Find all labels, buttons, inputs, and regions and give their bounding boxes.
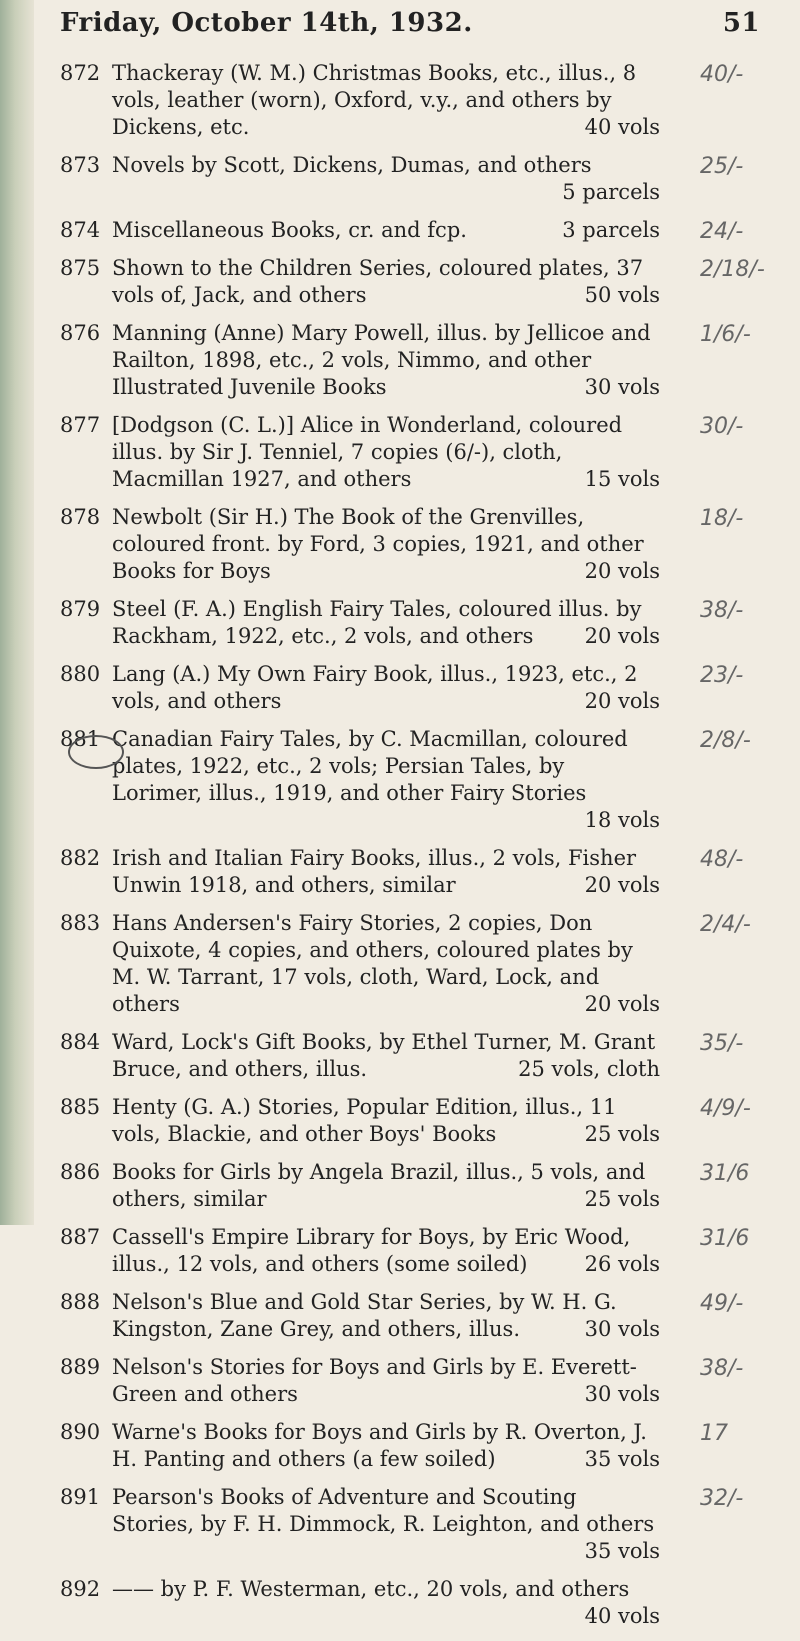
lot-entry <box>60 1576 660 1630</box>
handwritten-price: 2/4/- <box>700 912 751 937</box>
lot-number: 889 <box>60 1355 101 1379</box>
lot-entry <box>60 1029 660 1083</box>
lot-number: 877 <box>60 413 101 437</box>
lot-number: 888 <box>60 1290 101 1314</box>
lot-description: Lang (A.) My Own Fairy Book, illus., 1923, etc., 2 vols, and others <box>112 662 638 713</box>
lot-entry <box>60 504 660 585</box>
lot-entry <box>60 152 660 206</box>
lot-number: 892 <box>60 1577 101 1601</box>
lot-number: 890 <box>60 1420 101 1444</box>
lot-number: 885 <box>60 1095 101 1119</box>
lot-quantity: 25 vols <box>584 1187 660 1211</box>
lot-entry <box>60 320 660 401</box>
lot-list <box>60 60 660 1641</box>
lot-number: 875 <box>60 256 101 280</box>
lot-description: Cassell's Empire Library for Boys, by Eric Wood, illus., 12 vols, and others (some soiled) <box>112 1225 631 1276</box>
lot-quantity: 20 vols <box>584 689 660 713</box>
lot-quantity: 50 vols <box>584 283 660 307</box>
lot-quantity: 25 vols, cloth <box>518 1057 660 1081</box>
lot-quantity: 20 vols <box>584 992 660 1016</box>
lot-quantity: 30 vols <box>584 375 660 399</box>
handwritten-price: 49/- <box>700 1291 744 1316</box>
lot-number: 881 <box>60 727 101 751</box>
header-date: Friday, October 14th, 1932. <box>60 8 473 38</box>
handwritten-circle-mark <box>68 735 124 769</box>
handwritten-price: 1/6/- <box>700 322 751 347</box>
lot-entry <box>60 1224 660 1278</box>
lot-entry <box>60 1289 660 1343</box>
lot-description: Miscellaneous Books, cr. and fcp. <box>112 218 467 242</box>
lot-description: Irish and Italian Fairy Books, illus., 2 vols, Fisher Unwin 1918, and others, similar <box>112 846 637 897</box>
lot-description: Novels by Scott, Dickens, Dumas, and others <box>112 153 592 177</box>
lot-quantity: 35 vols <box>584 1447 660 1471</box>
lot-quantity: 20 vols <box>584 873 660 897</box>
handwritten-price: 38/- <box>700 1356 744 1381</box>
handwritten-price: 23/- <box>700 663 744 688</box>
lot-description: Henty (G. A.) Stories, Popular Edition, illus., 11 vols, Blackie, and other Boys' Books <box>112 1095 617 1146</box>
lot-description: Books for Girls by Angela Brazil, illus., 5 vols, and others, similar <box>112 1160 646 1211</box>
lot-quantity: 15 vols <box>584 467 660 491</box>
lot-description: Thackeray (W. M.) Christmas Books, etc., illus., 8 vols, leather (worn), Oxford, v.y., and others by Dickens, etc. <box>112 61 637 139</box>
handwritten-price: 30/- <box>700 414 744 439</box>
lot-quantity: 26 vols <box>584 1252 660 1276</box>
lot-number: 884 <box>60 1030 101 1054</box>
lot-entry <box>60 845 660 899</box>
handwritten-price: 2/8/- <box>700 728 751 753</box>
lot-quantity: 25 vols <box>584 1122 660 1146</box>
lot-description: Steel (F. A.) English Fairy Tales, coloured illus. by Rackham, 1922, etc., 2 vols, and others <box>112 597 642 648</box>
page-spine-shadow <box>0 0 34 1225</box>
lot-quantity: 40 vols <box>584 1604 660 1628</box>
lot-number: 874 <box>60 218 101 242</box>
lot-quantity: 3 parcels <box>562 218 660 242</box>
lot-number: 878 <box>60 505 101 529</box>
handwritten-price: 2/18/- <box>700 257 765 282</box>
lot-entry <box>60 255 660 309</box>
lot-number: 883 <box>60 911 101 935</box>
lot-number: 872 <box>60 61 101 85</box>
handwritten-price: 48/- <box>700 847 744 872</box>
lot-number: 882 <box>60 846 101 870</box>
lot-description: Nelson's Blue and Gold Star Series, by W. H. G. Kingston, Zane Grey, and others, illus. <box>112 1290 617 1341</box>
page-header <box>60 8 760 38</box>
lot-description: —— by P. F. Westerman, etc., 20 vols, and others <box>112 1577 630 1601</box>
lot-quantity: 20 vols <box>584 624 660 648</box>
lot-description: Ward, Lock's Gift Books, by Ethel Turner, M. Grant Bruce, and others, illus. <box>112 1030 656 1081</box>
lot-quantity: 5 parcels <box>562 180 660 204</box>
lot-description: Newbolt (Sir H.) The Book of the Grenvilles, coloured front. by Ford, 3 copies, 1921, and other Books for Boys <box>112 505 644 583</box>
handwritten-price: 38/- <box>700 598 744 623</box>
lot-entry <box>60 726 660 834</box>
lot-description: Manning (Anne) Mary Powell, illus. by Jellicoe and Railton, 1898, etc., 2 vols, Nimmo, and other Illustrated Juvenile Books <box>112 321 651 399</box>
page-number: 51 <box>722 8 760 38</box>
lot-quantity: 30 vols <box>584 1317 660 1341</box>
handwritten-price: 31/6 <box>700 1161 750 1186</box>
lot-number: 876 <box>60 321 101 345</box>
lot-description: Shown to the Children Series, coloured plates, 37 vols of, Jack, and others <box>112 256 644 307</box>
lot-entry <box>60 412 660 493</box>
lot-number: 880 <box>60 662 101 686</box>
lot-entry <box>60 1094 660 1148</box>
lot-description: Warne's Books for Boys and Girls by R. Overton, J. H. Panting and others (a few soiled) <box>112 1420 647 1471</box>
lot-number: 879 <box>60 597 101 621</box>
handwritten-price: 32/- <box>700 1486 744 1511</box>
lot-quantity: 35 vols <box>584 1539 660 1563</box>
lot-entry <box>60 1419 660 1473</box>
handwritten-price: 31/6 <box>700 1226 750 1251</box>
lot-description: Pearson's Books of Adventure and Scouting Stories, by F. H. Dimmock, R. Leighton, and others <box>112 1485 655 1536</box>
lot-number: 886 <box>60 1160 101 1184</box>
handwritten-price: 18/- <box>700 506 744 531</box>
lot-entry <box>60 910 660 1018</box>
lot-number: 873 <box>60 153 101 177</box>
lot-entry <box>60 1484 660 1565</box>
handwritten-price: 4/9/- <box>700 1096 751 1121</box>
lot-entry <box>60 217 660 244</box>
lot-entry <box>60 596 660 650</box>
lot-quantity: 20 vols <box>584 559 660 583</box>
lot-number: 887 <box>60 1225 101 1249</box>
lot-entry <box>60 1354 660 1408</box>
lot-entry <box>60 661 660 715</box>
lot-quantity: 40 vols <box>584 115 660 139</box>
lot-description: [Dodgson (C. L.)] Alice in Wonderland, coloured illus. by Sir J. Tenniel, 7 copies (6/-), cloth, Macmillan 1927, and others <box>112 413 623 491</box>
lot-description: Hans Andersen's Fairy Stories, 2 copies, Don Quixote, 4 copies, and others, coloured plates by M. W. Tarrant, 17 vols, cloth, Ward, Lock, and others <box>112 911 633 1016</box>
lot-entry <box>60 1159 660 1213</box>
handwritten-price: 24/- <box>700 219 744 244</box>
lot-quantity: 18 vols <box>584 808 660 832</box>
handwritten-price: 35/- <box>700 1031 744 1056</box>
handwritten-price: 17 <box>700 1421 728 1446</box>
lot-number: 891 <box>60 1485 101 1509</box>
lot-description: Nelson's Stories for Boys and Girls by E. Everett-Green and others <box>112 1355 637 1406</box>
handwritten-price: 40/- <box>700 62 744 87</box>
lot-quantity: 30 vols <box>584 1382 660 1406</box>
lot-description: Canadian Fairy Tales, by C. Macmillan, coloured plates, 1922, etc., 2 vols; Persian Tales, by Lorimer, illus., 1919, and other Fairy Stories <box>112 727 628 805</box>
handwritten-price: 25/- <box>700 154 744 179</box>
lot-entry <box>60 60 660 141</box>
